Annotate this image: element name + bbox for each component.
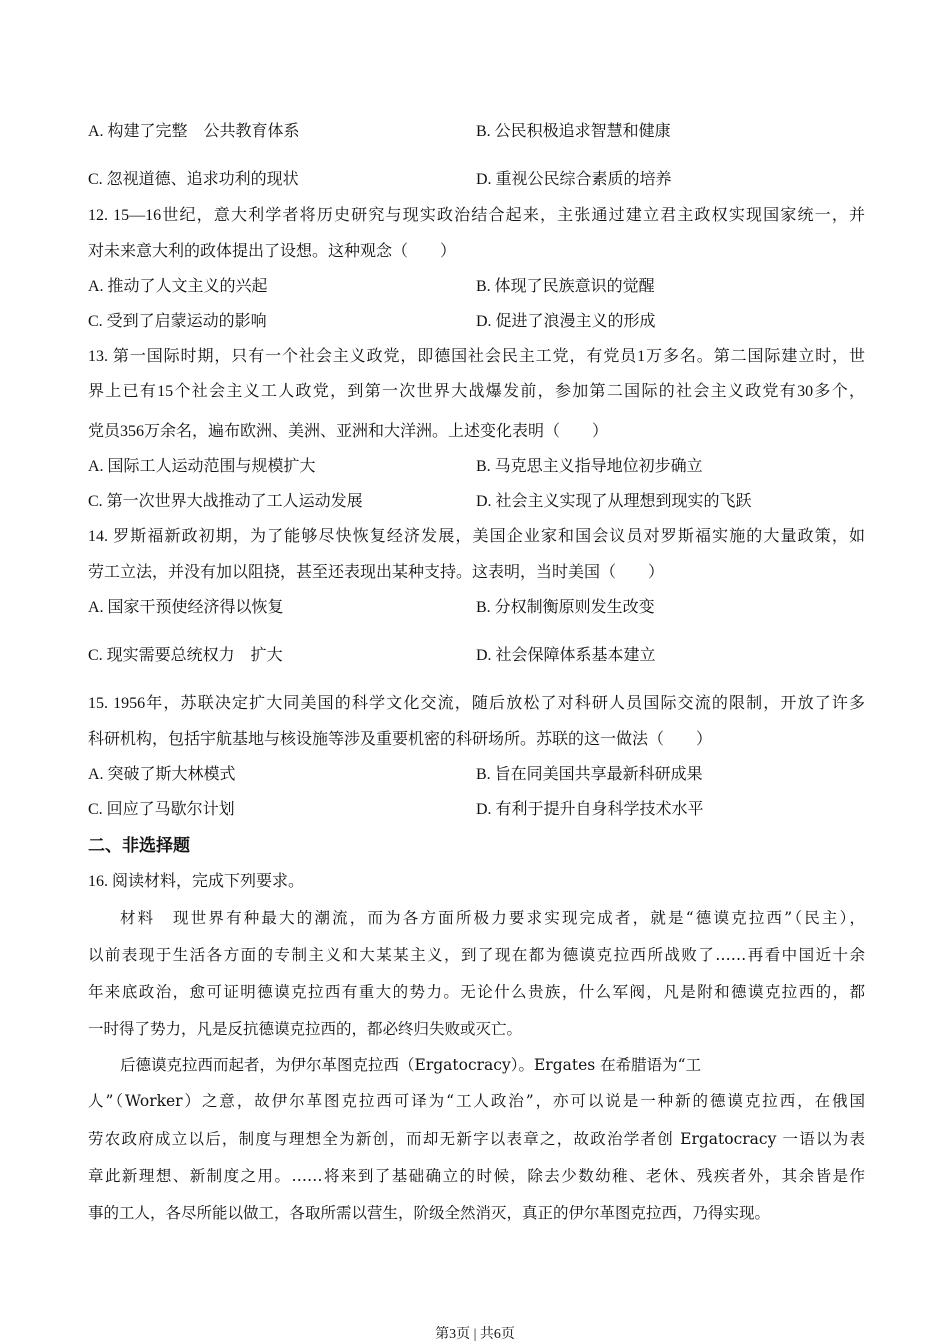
q13-option-b: B. 马克思主义指导地位初步确立: [476, 458, 703, 475]
material-paragraph-2: 后德谟克拉西而起者，为伊尔革图克拉西（Ergatocracy）。Ergates 在希腊语为“工: [120, 1056, 702, 1074]
material-paragraph-1: 年来底政治，愈可证明德谟克拉西有重大的势力。无论什么贵族，什么军阀，凡是附和德谟克拉西的，都: [88, 983, 865, 1001]
q14-option-b: B. 分权制衡原则发生改变: [476, 599, 655, 616]
material-paragraph-1: 材料 现世界有种最大的潮流，而为各方面所极力要求实现完成者，就是“德谟克拉西”（民主），: [120, 909, 865, 927]
q15-option-d: D. 有利于提升自身科学技术水平: [476, 801, 704, 818]
q15-stem: 科研机构，包括宇航基地与核设施等涉及重要机密的科研场所。苏联的这一做法（ ）: [88, 731, 713, 748]
q12-option-d: D. 促进了浪漫主义的形成: [476, 313, 656, 330]
q12-option-a: A. 推动了人文主义的兴起: [88, 278, 268, 295]
q16-stem: 16. 阅读材料，完成下列要求。: [88, 873, 305, 890]
q14-option-d: D. 社会保障体系基本建立: [476, 647, 656, 664]
material-paragraph-2: 事的工人，各尽所能以做工，各取所需以营生，阶级全然消灭，真正的伊尔革图克拉西，乃得实现。: [88, 1204, 771, 1222]
q11-option-a: A. 构建了完整 公共教育体系: [88, 123, 300, 140]
q12-option-c: C. 受到了启蒙运动的影响: [88, 313, 267, 330]
q11-option-b: B. 公民积极追求智慧和健康: [476, 123, 671, 140]
q12-stem: 12. 15—16世纪，意大利学者将历史研究与现实政治结合起来，主张通过建立君主政权实现国家统一，并: [88, 207, 865, 224]
material-paragraph-1: 以前表现于生活各方面的专制主义和大某某主义，到了现在都为德谟克拉西所战败了……再看中国近十余: [88, 946, 865, 964]
q12-option-b: B. 体现了民族意识的觉醒: [476, 278, 655, 295]
q15-option-c: C. 回应了马歇尔计划: [88, 801, 235, 818]
page-footer: 第3页 | 共6页: [435, 1327, 515, 1342]
q11-option-d: D. 重视公民综合素质的培养: [476, 171, 672, 188]
q13-option-d: D. 社会主义实现了从理想到现实的飞跃: [476, 493, 752, 510]
material-paragraph-1: 一时得了势力，凡是反抗德谟克拉西的，都必终归失败或灭亡。: [88, 1020, 523, 1038]
q13-stem: 13. 第一国际时期，只有一个社会主义政党，即德国社会民主工党，有党员1万多名。第二国际建立时，世: [88, 348, 865, 365]
material-paragraph-2: 章此新理想、新制度之用。……将来到了基础确立的时候，除去少数幼稚、老休、残疾者外，其余皆是作: [88, 1167, 865, 1185]
section-heading: 二、非选择题: [88, 836, 190, 855]
q14-option-a: A. 国家干预使经济得以恢复: [88, 599, 284, 616]
material-paragraph-2: 人”（Worker）之意，故伊尔革图克拉西可译为“工人政治”，亦可以说是一种新的德谟克拉西，在俄国: [88, 1092, 865, 1110]
q12-stem: 对未来意大利的政体提出了设想。这种观念（ ）: [88, 243, 457, 260]
q13-option-c: C. 第一次世界大战推动了工人运动发展: [88, 493, 363, 510]
q14-stem: 劳工立法，并没有加以阻挠，甚至还表现出某种支持。这表明，当时美国（ ）: [88, 564, 665, 581]
q14-stem: 14. 罗斯福新政初期，为了能够尽快恢复经济发展，美国企业家和国会议员对罗斯福实施的大量政策，如: [88, 528, 865, 545]
q15-option-a: A. 突破了斯大林模式: [88, 766, 236, 783]
q11-option-c: C. 忽视道德、追求功利的现状: [88, 171, 299, 188]
q13-stem: 党员356万余名，遍布欧洲、美洲、亚洲和大洋洲。上述变化表明（ ）: [88, 423, 609, 440]
q14-option-c: C. 现实需要总统权力 扩大: [88, 647, 283, 664]
q13-option-a: A. 国际工人运动范围与规模扩大: [88, 458, 316, 475]
q13-stem: 界上已有15个社会主义工人政党，到第一次世界大战爆发前，参加第二国际的社会主义政党有30多个，: [88, 383, 865, 400]
material-paragraph-2: 劳农政府成立以后，制度与理想全为新创，而却无新字以表章之，故政治学者创 Ergatocracy 一语以为表: [88, 1130, 865, 1148]
q15-option-b: B. 旨在同美国共享最新科研成果: [476, 766, 703, 783]
q15-stem: 15. 1956年，苏联决定扩大同美国的科学文化交流，随后放松了对科研人员国际交流的限制，开放了许多: [88, 695, 865, 712]
